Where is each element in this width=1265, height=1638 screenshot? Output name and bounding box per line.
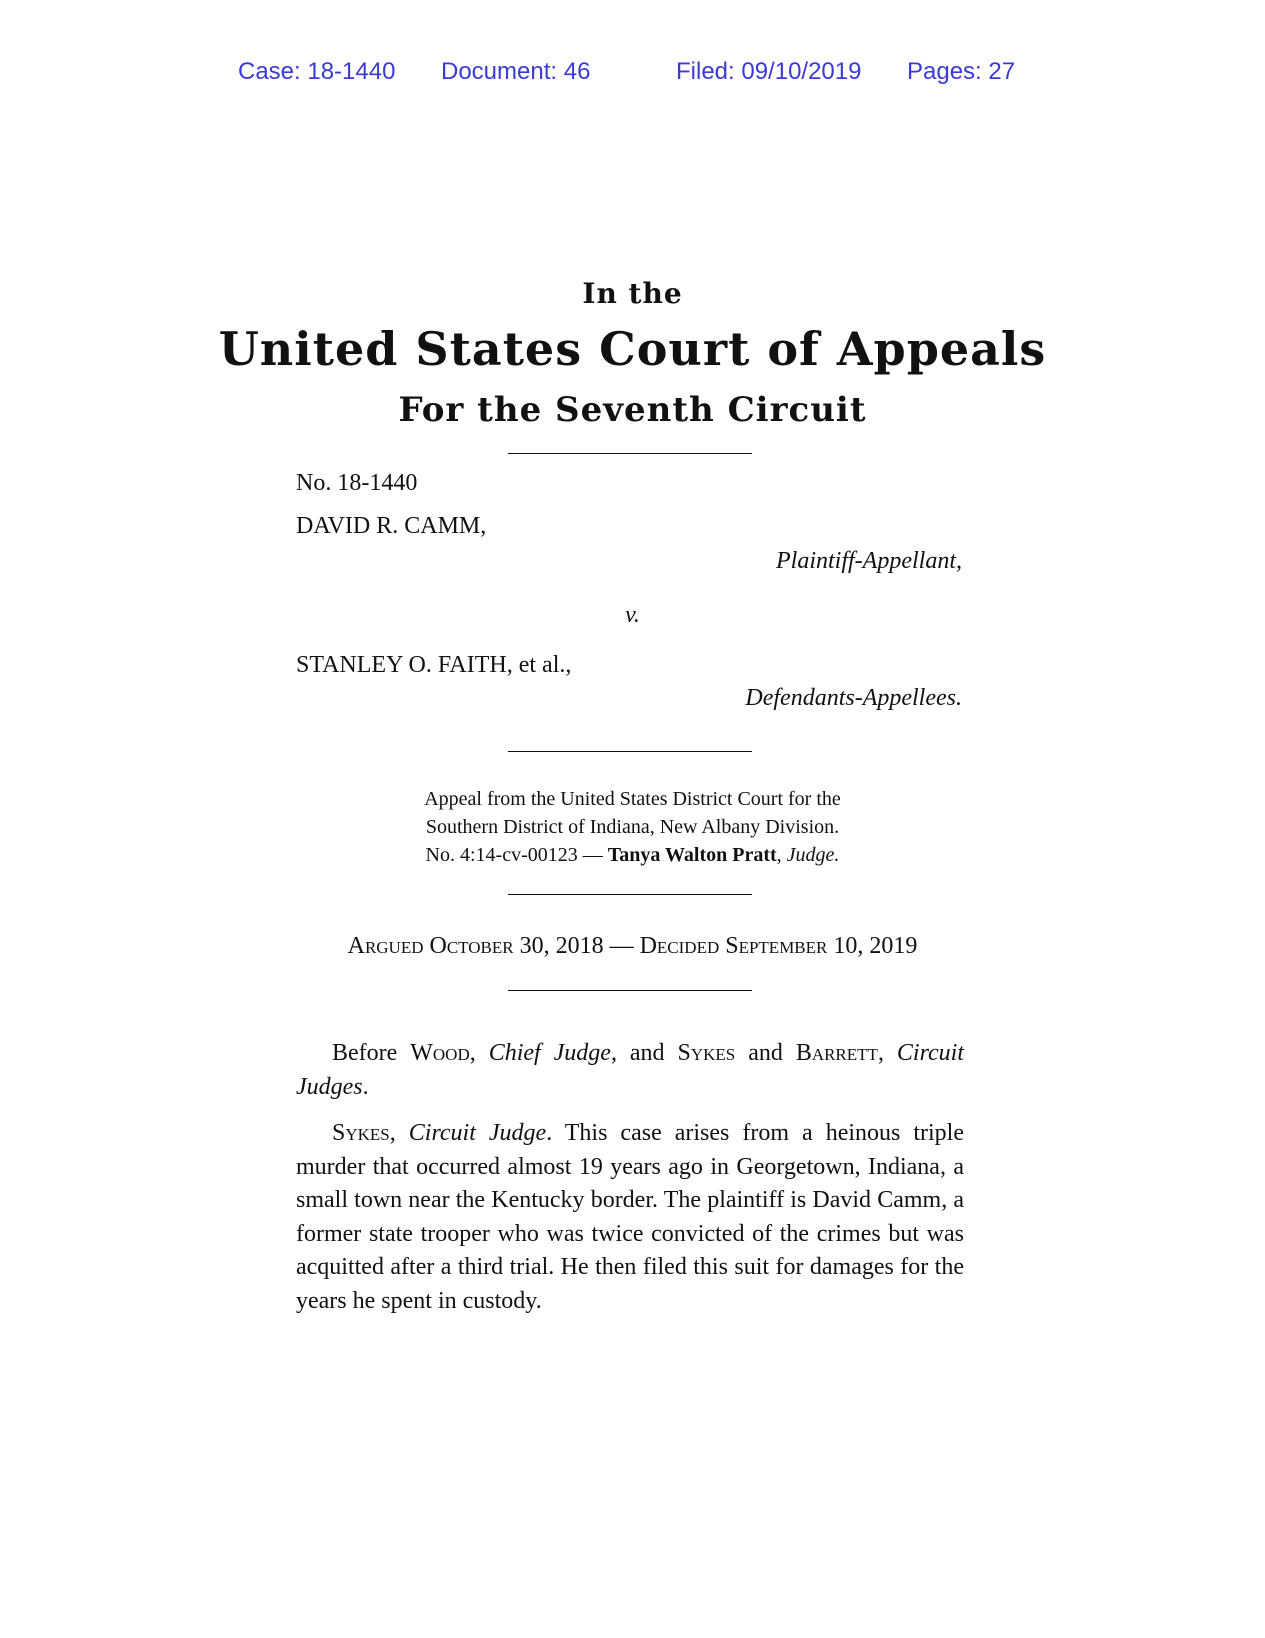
- district-judge-name: Tanya Walton Pratt: [607, 844, 777, 866]
- panel-paragraph: Before Wood, Chief Judge, and Sykes and Barrett, Circuit Judges.: [296, 1040, 965, 1100]
- court-heading-in-the: In the: [582, 277, 683, 310]
- case-number-stamp: Case: 18-1440: [238, 58, 396, 85]
- circuit-name: For the Seventh Circuit: [398, 390, 867, 430]
- judge-barrett: Barrett: [795, 1040, 878, 1066]
- divider-rule: [508, 990, 752, 991]
- defendant-name: STANLEY O. FAITH,: [296, 652, 513, 678]
- chief-judge-title: Chief Judge: [488, 1040, 611, 1066]
- plaintiff-name: DAVID R. CAMM,: [296, 513, 487, 539]
- appeal-line-1: Appeal from the United States District Court for the: [424, 788, 841, 810]
- court-name: United States Court of Appeals: [218, 322, 1047, 376]
- case-number: No. 18-1440: [296, 470, 418, 496]
- filed-date-stamp: Filed: 09/10/2019: [676, 58, 862, 85]
- panel-and-2: and: [735, 1040, 796, 1066]
- divider-rule: [508, 453, 752, 454]
- argued-decided-dates: Argued October 30, 2018 — Decided September 10, 2019: [347, 933, 918, 959]
- appeal-line-2: Southern District of Indiana, New Albany Division.: [425, 816, 840, 838]
- appeal-info: [0, 785, 1265, 869]
- judge-wood: Wood: [410, 1040, 470, 1066]
- defendant-suffix: et al.,: [512, 652, 572, 678]
- appeal-line-3: [0, 841, 1265, 869]
- opinion-author-title: Circuit Judge: [408, 1120, 547, 1146]
- judge-sykes: Sykes: [677, 1040, 736, 1066]
- divider-rule: [508, 894, 752, 895]
- defendant-line: [296, 652, 571, 679]
- district-judge-title: Judge.: [786, 844, 840, 866]
- divider-rule: [508, 751, 752, 752]
- opinion-paragraph: Sykes, Circuit Judge. This case arises from a heinous triple murder that occurred almost 19 years ago in Georgetown, Indiana, a small town near the Kentucky border. The plaintiff is David Camm, a former state trooper who was twice convicted of the crimes but was acquitted after a third trial. He then filed this suit for damages for the years he spent in custody.: [296, 1120, 965, 1314]
- defendant-role: Defendants-Appellees.: [745, 685, 962, 711]
- panel-and-1: , and: [610, 1040, 678, 1066]
- circuit-judges-title: Circuit Judges: [296, 1040, 965, 1100]
- document-number-stamp: Document: 46: [441, 58, 591, 85]
- judge-separator: ,: [776, 844, 787, 866]
- lower-court-case-number: No. 4:14-cv-00123 —: [425, 844, 608, 866]
- page-count-stamp: Pages: 27: [907, 58, 1016, 85]
- opinion-author: Sykes: [332, 1120, 390, 1146]
- plaintiff-role: Plaintiff-Appellant,: [776, 548, 962, 574]
- opinion-text: . This case arises from a heinous triple murder that occurred almost 19 years ago in Georgetown, Indiana, a small town near the Kentucky border. The plaintiff is David Camm, a former state trooper who was twice convicted of the crimes but was acquitted after a third trial. He then filed this suit for damages for the years he spent in custody.: [296, 1120, 965, 1314]
- panel-before: Before: [332, 1040, 411, 1066]
- versus: v.: [625, 602, 640, 628]
